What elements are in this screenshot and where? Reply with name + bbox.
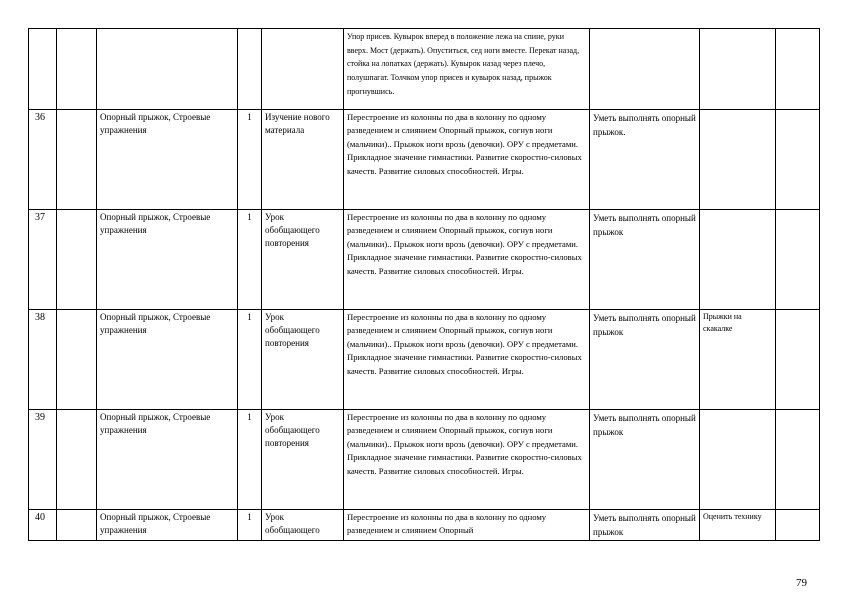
cell-content: Перестроение из колонны по два в колонну по одному разведением и слиянием Опорный прыжок, согнув ноги (мальчики).. Прыжок ноги врозь (девочки). ОРУ с предметами. Прикладное значение гимнастики. Развитие скоростно-силовых качеств. Развитие силовых способностей. Игры. <box>344 310 590 410</box>
table-row <box>29 510 820 541</box>
table-row <box>29 210 820 310</box>
cell-date <box>57 210 97 310</box>
cell-num: 40 <box>29 510 57 541</box>
cell-hours: 1 <box>238 210 262 310</box>
cell-requirements: Уметь выполнять опорный прыжок. <box>590 110 700 210</box>
cell-control <box>700 410 776 510</box>
cell-extra <box>776 29 820 110</box>
cell-num: 39 <box>29 410 57 510</box>
cell-content: Перестроение из колонны по два в колонну по одному разведением и слиянием Опорный прыжок, согнув ноги (мальчики).. Прыжок ноги врозь (девочки). ОРУ с предметами. Прикладное значение гимнастики. Развитие скоростно-силовых качеств. Развитие силовых способностей. Игры. <box>344 110 590 210</box>
cell-lesson-type: Урок обобщающего повторения <box>262 310 344 410</box>
cell-content: Перестроение из колонны по два в колонну по одному разведением и слиянием Опорный прыжок, согнув ноги (мальчики).. Прыжок ноги врозь (девочки). ОРУ с предметами. Прикладное значение гимнастики. Развитие скоростно-силовых качеств. Развитие силовых способностей. Игры. <box>344 210 590 310</box>
cell-num: 36 <box>29 110 57 210</box>
cell-topic: Опорный прыжок, Строевые упражнения <box>97 210 238 310</box>
cell-extra <box>776 110 820 210</box>
cell-content: Перестроение из колонны по два в колонну по одному разведением и слиянием Опорный <box>344 510 590 541</box>
cell-hours: 1 <box>238 310 262 410</box>
cell-topic: Опорный прыжок, Строевые упражнения <box>97 510 238 541</box>
cell-topic: Опорный прыжок, Строевые упражнения <box>97 310 238 410</box>
cell-requirements: Уметь выполнять опорный прыжок <box>590 510 700 541</box>
cell-date <box>57 110 97 210</box>
cell-control <box>700 110 776 210</box>
cell-date <box>57 510 97 541</box>
cell-control <box>700 29 776 110</box>
cell-num: 38 <box>29 310 57 410</box>
cell-requirements <box>590 29 700 110</box>
cell-control: Оценить технику <box>700 510 776 541</box>
cell-date <box>57 410 97 510</box>
cell-extra <box>776 210 820 310</box>
cell-lesson-type <box>262 29 344 110</box>
cell-lesson-type: Урок обобщающего <box>262 510 344 541</box>
cell-lesson-type: Изучение нового материала <box>262 110 344 210</box>
cell-hours: 1 <box>238 410 262 510</box>
cell-extra <box>776 510 820 541</box>
cell-date <box>57 310 97 410</box>
cell-hours: 1 <box>238 110 262 210</box>
lesson-plan-table <box>28 28 820 541</box>
cell-content: Упор присев. Кувырок вперед в положение лежа на спине, руки вверх. Мост (держать). Опуститься, сед ноги вместе. Перекат назад, стойка на лопатках (держать). Кувырок назад через плечо, полушпагат. Толчком упор присев и кувырок назад, прыжок прогнувшись. <box>344 29 590 110</box>
cell-num <box>29 29 57 110</box>
cell-extra <box>776 310 820 410</box>
cell-topic: Опорный прыжок, Строевые упражнения <box>97 410 238 510</box>
table-row <box>29 310 820 410</box>
cell-requirements: Уметь выполнять опорный прыжок <box>590 310 700 410</box>
cell-content: Перестроение из колонны по два в колонну по одному разведением и слиянием Опорный прыжок, согнув ноги (мальчики).. Прыжок ноги врозь (девочки). ОРУ с предметами. Прикладное значение гимнастики. Развитие скоростно-силовых качеств. Развитие силовых способностей. Игры. <box>344 410 590 510</box>
page-number: 79 <box>796 577 807 589</box>
cell-lesson-type: Урок обобщающего повторения <box>262 410 344 510</box>
cell-date <box>57 29 97 110</box>
cell-control: Прыжки на скакалке <box>700 310 776 410</box>
cell-hours: 1 <box>238 510 262 541</box>
cell-requirements: Уметь выполнять опорный прыжок <box>590 410 700 510</box>
cell-control <box>700 210 776 310</box>
table-row <box>29 29 820 110</box>
cell-extra <box>776 410 820 510</box>
cell-lesson-type: Урок обобщающего повторения <box>262 210 344 310</box>
cell-hours <box>238 29 262 110</box>
table-row <box>29 410 820 510</box>
cell-num: 37 <box>29 210 57 310</box>
cell-topic <box>97 29 238 110</box>
cell-topic: Опорный прыжок, Строевые упражнения <box>97 110 238 210</box>
table-row <box>29 110 820 210</box>
cell-requirements: Уметь выполнять опорный прыжок <box>590 210 700 310</box>
